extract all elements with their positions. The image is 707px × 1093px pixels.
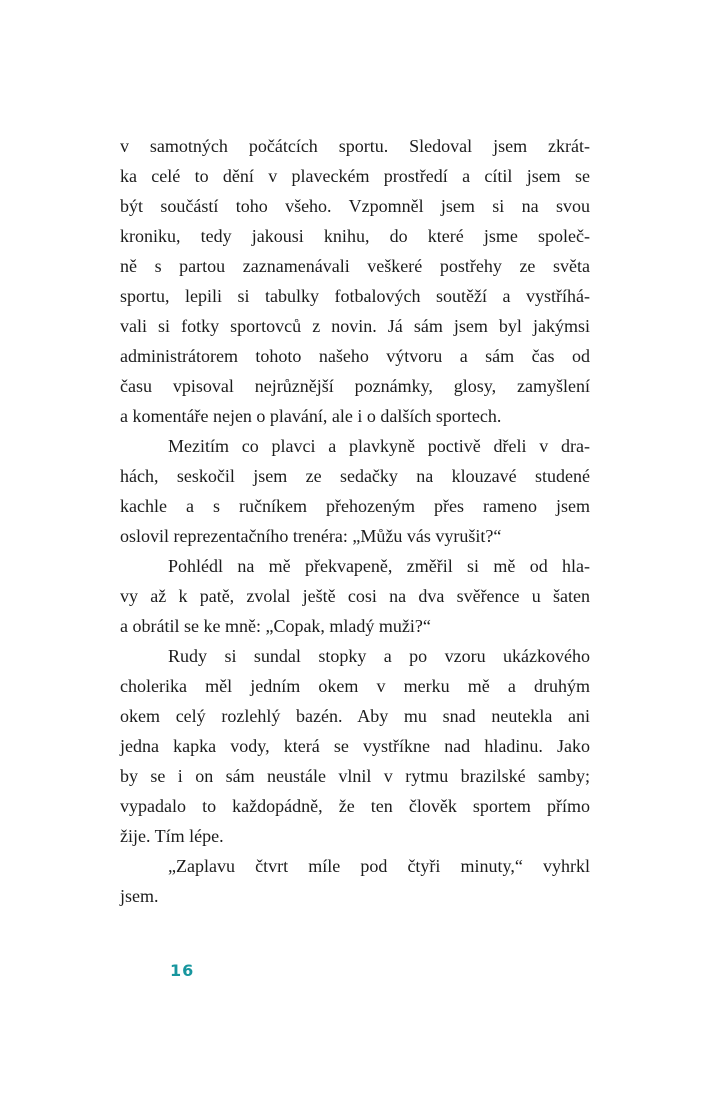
- text-line: času vpisoval nejrůznější poznámky, glosy, zamyšlení: [120, 376, 590, 396]
- text-line: hách, seskočil jsem ze sedačky na klouzavé studené: [120, 466, 590, 486]
- page-text: [120, 131, 590, 911]
- text-line: Mezitím co plavci a plavkyně poctivě dřeli v dra-: [168, 436, 590, 456]
- text-line: ně s partou zaznamenávali veškeré postřehy ze světa: [120, 256, 590, 276]
- paragraph: [120, 551, 590, 641]
- text-line: kachle a s ručníkem přehozeným přes rameno jsem: [120, 496, 590, 516]
- text-line: být součástí toho všeho. Vzpomněl jsem si na svou: [120, 196, 590, 216]
- text-line: kroniku, tedy jakousi knihu, do které jsme společ-: [120, 226, 590, 246]
- text-line: Rudy si sundal stopky a po vzoru ukázkového: [168, 646, 590, 666]
- paragraph: [120, 851, 590, 911]
- text-line: okem celý rozlehlý bazén. Aby mu snad neutekla ani: [120, 706, 590, 726]
- text-line: vali si fotky sportovců z novin. Já sám jsem byl jakýmsi: [120, 316, 590, 336]
- text-line: v samotných počátcích sportu. Sledoval jsem zkrát-: [120, 136, 590, 156]
- text-line: žije. Tím lépe.: [120, 826, 224, 846]
- text-line: vy až k patě, zvolal ještě cosi na dva svěřence u šaten: [120, 586, 590, 606]
- page-number: 16: [170, 961, 195, 980]
- paragraph: [120, 431, 590, 551]
- text-line: administrátorem tohoto našeho výtvoru a sám čas od: [120, 346, 590, 366]
- text-line: a obrátil se ke mně: „Copak, mladý muži?“: [120, 616, 431, 636]
- text-line: „Zaplavu čtvrt míle pod čtyři minuty,“ vyhrkl: [168, 856, 590, 876]
- text-line: cholerika měl jedním okem v merku mě a druhým: [120, 676, 590, 696]
- text-line: vypadalo to každopádně, že ten člověk sportem přímo: [120, 796, 590, 816]
- text-line: a komentáře nejen o plavání, ale i o dalších sportech.: [120, 406, 502, 426]
- paragraph: [120, 131, 590, 431]
- text-line: sportu, lepili si tabulky fotbalových soutěží a vystříhá-: [120, 286, 590, 306]
- paragraph: [120, 641, 590, 851]
- text-line: jsem.: [120, 886, 159, 906]
- text-line: ka celé to dění v plaveckém prostředí a cítil jsem se: [120, 166, 590, 186]
- text-line: by se i on sám neustále vlnil v rytmu brazilské samby;: [120, 766, 590, 786]
- text-line: Pohlédl na mě překvapeně, změřil si mě od hla-: [168, 556, 590, 576]
- text-line: jedna kapka vody, která se vystříkne nad hladinu. Jako: [120, 736, 590, 756]
- text-line: oslovil reprezentačního trenéra: „Můžu vás vyrušit?“: [120, 526, 502, 546]
